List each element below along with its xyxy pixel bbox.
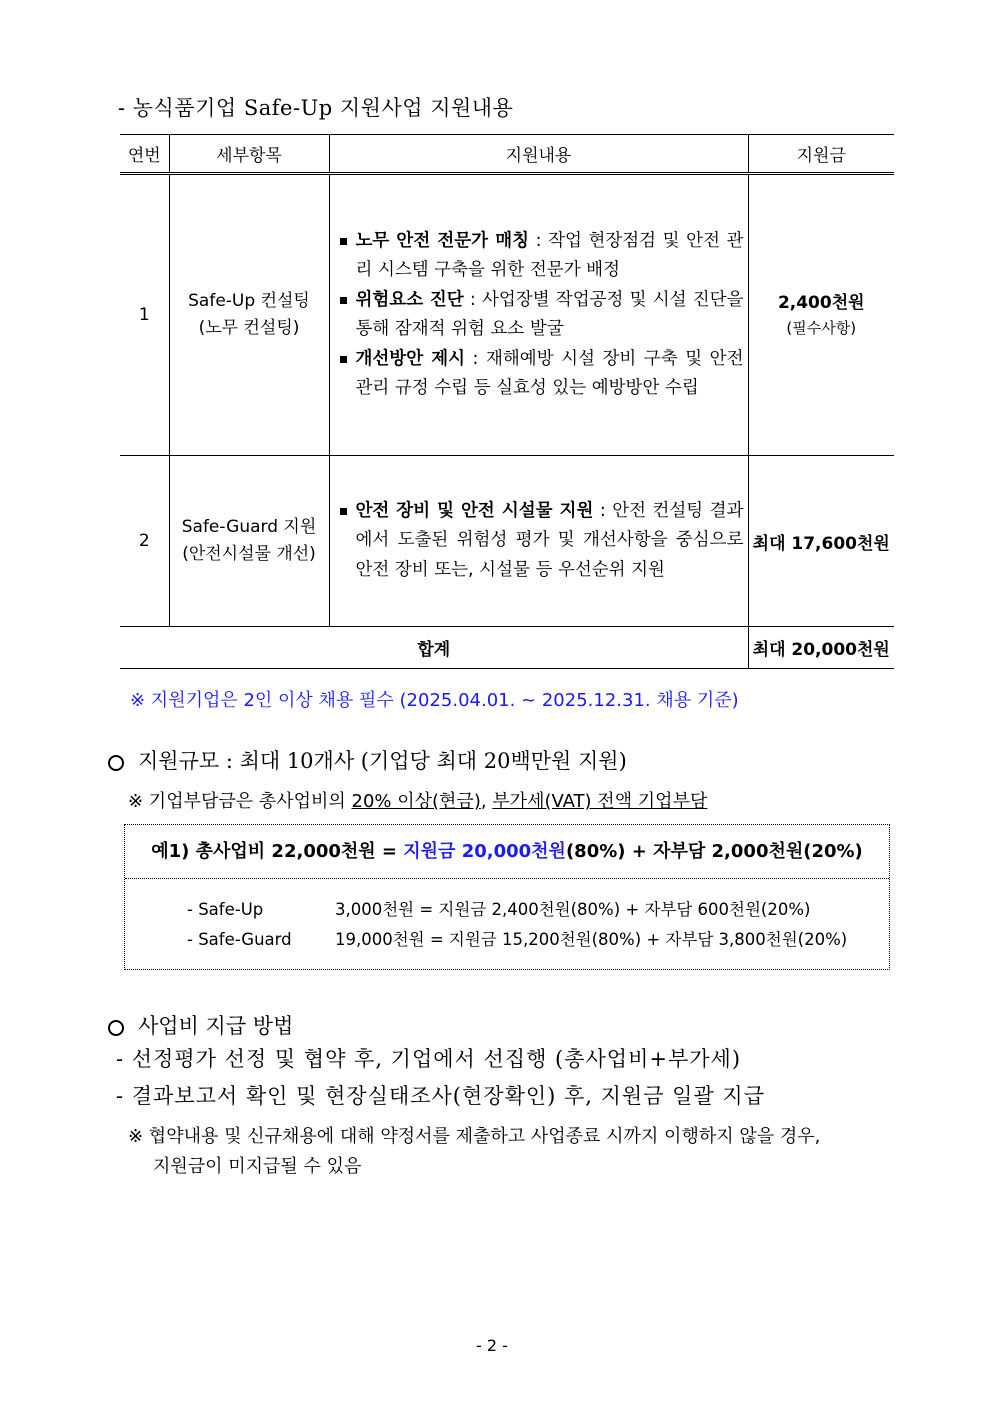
header-content: 지원내용 [329,135,748,174]
total-label: 합계 [120,627,748,669]
example-row-value: 3,000천원 = 지원금 2,400천원(80%) + 자부담 600천원(20%) [335,900,811,919]
bullet-title: 위험요소 진단 [355,289,464,310]
page-number: - 2 - [476,1336,508,1355]
list-item [340,227,744,286]
burden-note-prefix: ※ 기업부담금은 총사업비의 [128,791,352,812]
square-bullet-icon [340,508,347,515]
bullet-text: : 사업장별 작업공정 및 시설 진단을 통해 잠재적 위험 요소 발굴 [355,289,744,339]
total-amount: 최대 20,000천원 [748,627,894,669]
bullet-title: 노무 안전 전문가 매칭 [355,230,529,251]
burden-note-cash: 20% 이상(현금) [351,791,481,812]
content-list [330,227,748,404]
payment-line: - 결과보고서 확인 및 현장실태조사(현장확인) 후, 지원금 일괄 지급 [116,1084,765,1108]
amount-value: 2,400천원 [777,293,865,313]
burden-note-sep: , [480,791,493,812]
scale-heading [108,745,627,775]
example-header [125,825,889,879]
amount-note: (필수사항) [786,319,857,337]
payment-note-line2: 지원금이 미지급될 수 있음 [153,1156,362,1177]
item-subname: (노무 컨설팅) [198,318,300,338]
example-rows [125,879,889,955]
item-name: Safe-Guard 지원 [181,517,317,537]
payment-heading [108,1010,293,1040]
payment-note [128,1122,820,1182]
bullet-text: : 재해예방 시설 장비 구축 및 안전 관리 규정 수립 등 실효성 있는 예방방안 수립 [355,348,744,398]
row-content [329,174,748,456]
list-item [340,286,744,345]
support-table [120,134,894,669]
example-box [124,824,890,970]
row-amount [748,174,894,456]
list-item [340,345,744,404]
circle-bullet-icon [108,755,124,771]
row-no: 2 [120,456,169,627]
content-list [330,497,748,586]
table-row [120,174,894,456]
burden-note [128,787,707,813]
item-name: Safe-Up 컨설팅 [188,291,310,311]
example-self: (80%) + 자부담 2,000천원(20%) [565,841,863,862]
hiring-note: ※ 지원기업은 2인 이상 채용 필수 (2025.04.01. ~ 2025.12.31. 채용 기준) [130,690,739,711]
example-row [187,895,889,925]
payment-title: 사업비 지급 방법 [138,1014,294,1038]
bullet-text: : 작업 현장점검 및 안전 관리 시스템 구축을 위한 전문가 배정 [355,230,744,280]
bullet-title: 개선방안 제시 [355,348,466,369]
example-row-label: - Safe-Up [187,900,264,919]
burden-note-vat: 부가세(VAT) 전액 기업부담 [492,791,708,812]
row-item [169,456,329,627]
example-row-label: - Safe-Guard [187,930,292,949]
payment-line: - 선정평가 선정 및 협약 후, 기업에서 선집행 (총사업비+부가세) [116,1047,742,1071]
table-total-row [120,627,894,669]
example-row [187,925,889,955]
square-bullet-icon [340,356,347,363]
bullet-title: 안전 장비 및 안전 시설물 지원 [355,500,594,521]
table-row [120,456,894,627]
header-item: 세부항목 [169,135,329,174]
row-content [329,456,748,627]
header-amount: 지원금 [748,135,894,174]
row-amount: 최대 17,600천원 [748,456,894,627]
section-heading: - 농식품기업 Safe-Up 지원사업 지원내용 [118,96,514,120]
list-item [340,497,744,586]
circle-bullet-icon [108,1020,124,1036]
example-total: 예1) 총사업비 22,000천원 = [151,841,404,862]
bullet-text: : 안전 컨설팅 결과에서 도출된 위험성 평가 및 개선사항을 중심으로 안전 장비 또는, 시설물 등 우선순위 지원 [355,500,744,580]
square-bullet-icon [340,238,347,245]
example-row-value: 19,000천원 = 지원금 15,200천원(80%) + 자부담 3,800천원(20%) [335,930,848,949]
payment-note-line1: ※ 협약내용 및 신규채용에 대해 약정서를 제출하고 사업종료 시까지 이행하지 않을 경우, [128,1126,821,1147]
scale-title: 지원규모 : 최대 10개사 (기업당 최대 20백만원 지원) [138,749,627,773]
row-item [169,174,329,456]
square-bullet-icon [340,297,347,304]
row-no: 1 [120,174,169,456]
example-grant: 지원금 20,000천원 [403,841,566,862]
item-subname: (안전시설물 개선) [182,544,316,564]
table-header-row [120,135,894,174]
header-no: 연번 [120,135,169,174]
